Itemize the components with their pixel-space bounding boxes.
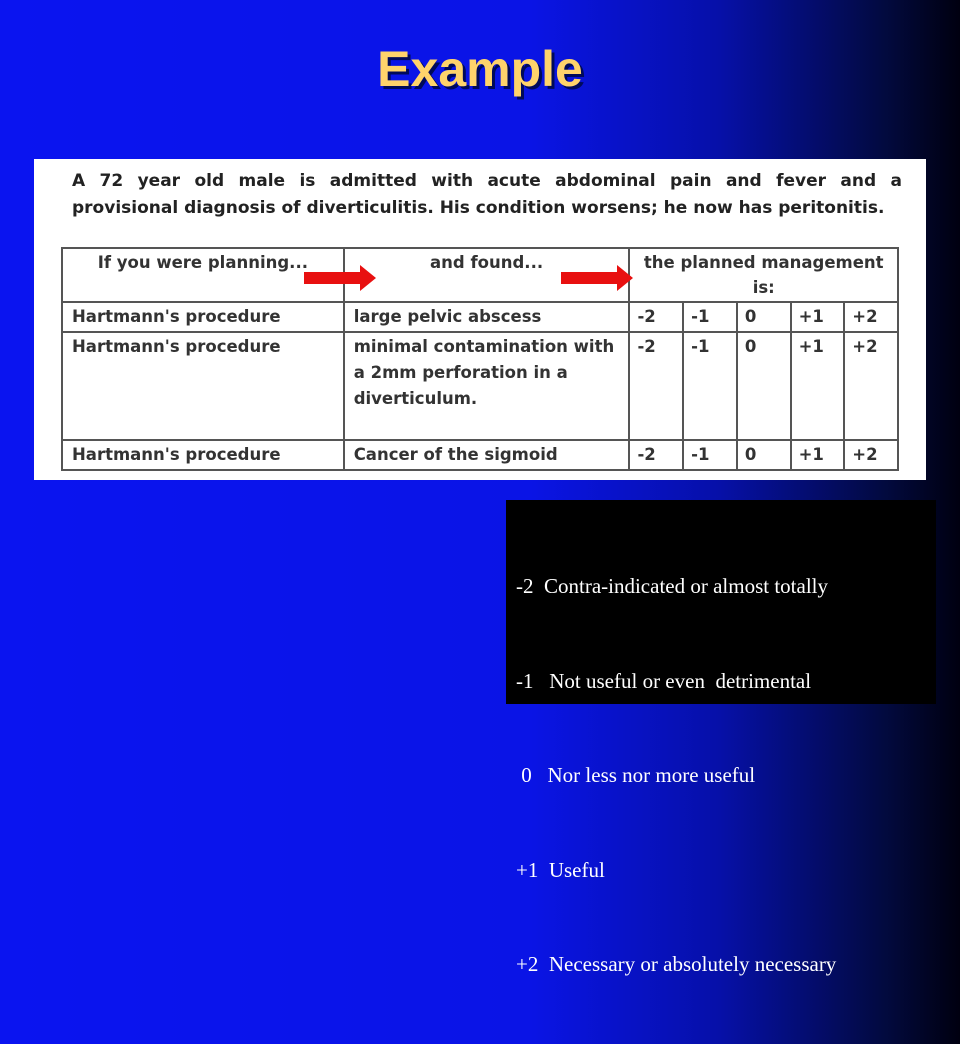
score-cell: +2 xyxy=(844,302,898,332)
score-cell: -2 xyxy=(629,440,683,470)
procedure-cell: Hartmann's procedure xyxy=(62,332,344,440)
header-planning: If you were planning... xyxy=(62,248,344,302)
arrow-right-icon xyxy=(304,265,376,291)
score-cell: -2 xyxy=(629,302,683,332)
table-row xyxy=(62,440,898,470)
score-cell: +1 xyxy=(791,440,845,470)
score-cell: 0 xyxy=(737,302,791,332)
score-cell: 0 xyxy=(737,440,791,470)
score-cell: -1 xyxy=(683,332,737,440)
table-row xyxy=(62,302,898,332)
legend-item: +2 Necessary or absolutely necessary xyxy=(516,952,837,976)
arrow-right-icon xyxy=(561,265,633,291)
procedure-cell: Hartmann's procedure xyxy=(62,440,344,470)
finding-cell: minimal contamination with a 2mm perforation in a diverticulum. xyxy=(344,332,630,440)
case-description xyxy=(72,168,902,222)
legend-item: -1 Not useful or even detrimental xyxy=(516,668,812,693)
slide-title: Example xyxy=(377,41,583,97)
score-cell: +2 xyxy=(844,332,898,440)
score-cell: -1 xyxy=(683,302,737,332)
table-row xyxy=(62,332,898,440)
procedure-cell: Hartmann's procedure xyxy=(62,302,344,332)
legend-item: 0 Nor less nor more useful xyxy=(516,763,756,787)
finding-cell: Cancer of the sigmoid xyxy=(344,440,630,470)
score-cell: +1 xyxy=(791,302,845,332)
table-header-row xyxy=(62,248,898,302)
case-description-line-1: A 72 year old male is admitted with acute abdominal pain and fever and a xyxy=(72,171,902,191)
score-cell: 0 xyxy=(737,332,791,440)
case-description-line-2: provisional diagnosis of diverticulitis. His condition worsens; he now has peritonitis. xyxy=(72,198,885,218)
score-cell: -1 xyxy=(683,440,737,470)
score-cell: +1 xyxy=(791,332,845,440)
score-cell: -2 xyxy=(629,332,683,440)
legend-item: -2 Contra-indicated or almost totally xyxy=(516,574,829,598)
score-cell: +2 xyxy=(844,440,898,470)
legend-item: +1 Useful xyxy=(516,857,605,882)
score-legend xyxy=(506,500,936,976)
script-concordance-table xyxy=(61,247,899,471)
case-panel xyxy=(34,159,926,480)
header-management: the planned management is: xyxy=(629,248,898,302)
header-found: and found... xyxy=(344,248,630,302)
finding-cell: large pelvic abscess xyxy=(344,302,630,332)
